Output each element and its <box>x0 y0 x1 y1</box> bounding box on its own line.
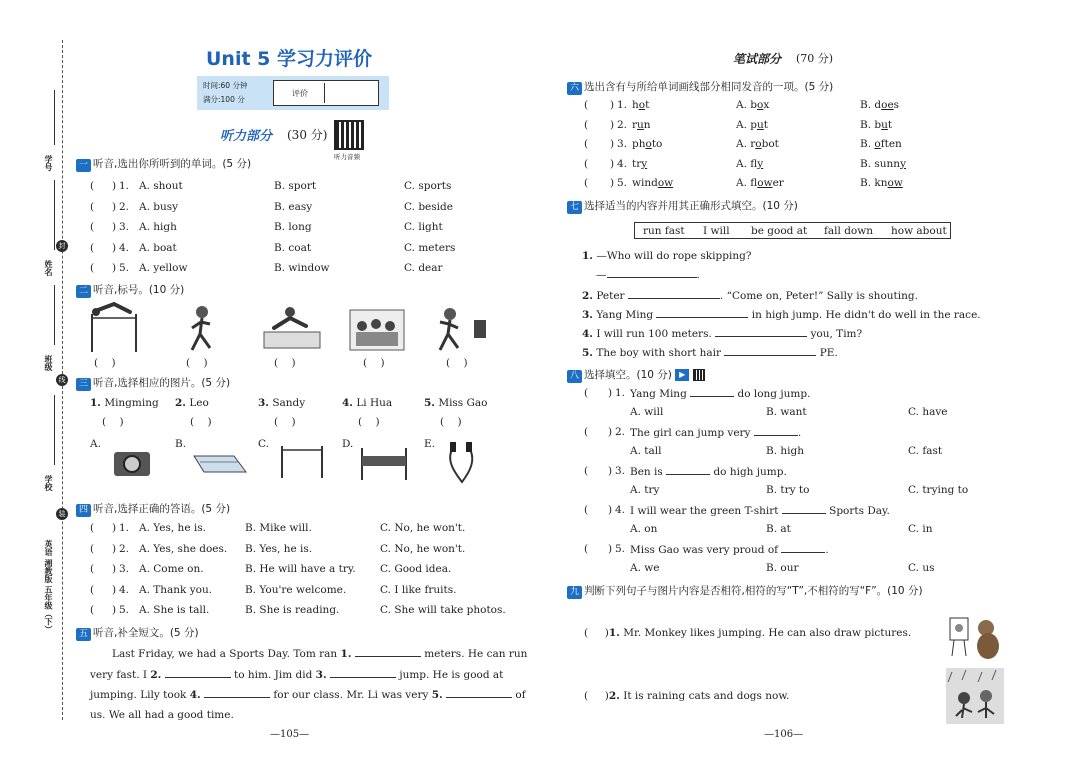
blank[interactable] <box>781 543 825 553</box>
high-jump-picture <box>92 304 136 352</box>
section-badge: 六 <box>567 82 582 95</box>
section-badge: 四 <box>76 504 91 517</box>
question-4: 4. I will run 100 meters. you, Tim? <box>582 328 863 340</box>
word-option: run fast <box>643 225 685 237</box>
list-item: ( ) 3. photo A. robot B. often <box>584 138 902 150</box>
seal-mark: 装 <box>56 508 68 520</box>
page-number: —105— <box>270 729 310 740</box>
option-a[interactable]: A. high <box>139 221 177 233</box>
option-c[interactable]: C. dear <box>404 262 443 274</box>
class-blank <box>54 285 55 345</box>
passage-line: jumping. Lily took 4. for our class. Mr. Li was very 5. of <box>90 689 526 701</box>
list-item: ( ) 5. window A. flower B. know <box>584 177 903 189</box>
school-label: 学校 <box>44 475 53 491</box>
option-a[interactable]: A. flower <box>736 177 784 189</box>
blank[interactable] <box>656 308 748 318</box>
option-b[interactable]: B. at <box>766 523 791 535</box>
passage-line: us. We all had a good time. <box>90 709 234 721</box>
section-8-heading <box>567 367 705 383</box>
section-badge: 一 <box>76 159 91 172</box>
option-c[interactable]: C. meters <box>404 241 456 254</box>
divider <box>324 83 325 103</box>
blank[interactable] <box>446 688 512 698</box>
list-item: ( ) 1. A. shout B. sport C. sports <box>90 180 452 192</box>
section-badge: 七 <box>567 201 582 214</box>
given-word: run <box>632 118 651 131</box>
section-badge: 九 <box>567 586 582 599</box>
section-6-items <box>584 99 924 197</box>
option-b[interactable]: B. coat <box>274 241 312 254</box>
play-video-icon[interactable]: ▶ <box>675 369 689 381</box>
list-item: ( ) 4. A. boat B. coat C. meters <box>90 241 456 254</box>
option-b[interactable]: B. want <box>766 406 807 418</box>
section-2-heading <box>76 282 184 298</box>
seal-mark: 封 <box>56 240 68 252</box>
name-blank <box>54 180 55 250</box>
word-box <box>634 222 951 239</box>
section-instruction: 选出含有与所给单词画线部分相同发音的一项。(5 分) <box>584 81 834 93</box>
option-b[interactable]: B. window <box>274 262 330 274</box>
blank[interactable] <box>204 688 270 698</box>
name-label: 姓名 <box>44 260 53 276</box>
passage-line: very fast. I 2. to him. Jim did 3. jump. He is good at <box>90 669 504 681</box>
option-c[interactable]: C. Good idea. <box>380 563 452 575</box>
option-c[interactable]: C. have <box>908 406 948 418</box>
option-b[interactable]: B. our <box>766 562 799 574</box>
list-item: ( ) 2. run A. put B. but <box>584 118 893 131</box>
long-jump-picture <box>264 307 320 348</box>
section-7-heading <box>567 198 798 214</box>
listening-score: (30 分) <box>287 128 328 142</box>
option-c[interactable]: C. I like fruits. <box>380 583 457 596</box>
blank[interactable] <box>715 327 807 337</box>
list-item: ( ) 5. A. She is tall. B. She is reading. C. She will take photos. <box>90 604 506 616</box>
section-3-pictures <box>110 440 510 486</box>
list-item: ( ) 1. hot A. box B. does <box>584 99 900 111</box>
section-4-items <box>90 522 510 625</box>
option-c[interactable]: C. light <box>404 221 443 233</box>
running-boy-picture <box>192 306 210 350</box>
option-a[interactable]: A. shout <box>139 180 183 192</box>
answer-bracket[interactable]: ( ) <box>102 416 124 428</box>
passage-line: Last Friday, we had a Sports Day. Tom ran 1. meters. He can run <box>112 648 528 660</box>
option-b[interactable]: B. does <box>860 99 900 111</box>
option-c[interactable]: C. No, he won't. <box>380 522 466 534</box>
time-info: 时间:60 分钟 <box>203 81 248 90</box>
person-item: 2. Leo <box>175 397 209 409</box>
option-a[interactable]: A. tall <box>630 445 662 457</box>
blank[interactable] <box>165 668 231 678</box>
section-instruction: 听音,补全短文。(5 分) <box>93 627 199 639</box>
option-c[interactable]: C. fast <box>908 445 943 457</box>
section-6-heading <box>567 79 833 95</box>
option-c[interactable]: C. us <box>908 562 935 574</box>
person-item: 4. Li Hua <box>342 397 393 409</box>
list-item: ( ) 4. A. Thank you. B. You're welcome. C. I like fruits. <box>90 583 457 596</box>
section-badge: 三 <box>76 378 91 391</box>
option-a[interactable]: A. Yes, he is. <box>139 522 206 534</box>
word-option: I will <box>703 225 730 237</box>
option-b[interactable]: B. easy <box>274 200 313 213</box>
question-3: 3. Yang Ming in high jump. He didn't do well in the race. <box>582 309 981 321</box>
option-c[interactable]: C. sports <box>404 180 452 192</box>
qr-code-icon <box>693 369 705 381</box>
rain-picture <box>946 668 1004 724</box>
seal-mark: 线 <box>56 374 68 386</box>
section-9-heading <box>567 583 923 599</box>
list-item: ( ) 3. Ben is do high jump. A. try B. try to C. trying to <box>584 465 969 496</box>
jump-rope-icon <box>450 442 472 482</box>
option-b[interactable]: B. but <box>860 118 893 131</box>
qr-label: 听力音频 <box>334 153 360 161</box>
option-a[interactable]: A. box <box>736 99 770 111</box>
blank[interactable] <box>330 668 396 678</box>
answer-bracket[interactable]: ( ) <box>274 357 296 369</box>
answer-bracket[interactable]: ( ) <box>186 357 208 369</box>
answer-bracket[interactable]: ( ) <box>584 627 609 639</box>
option-a[interactable]: A. will <box>630 406 664 418</box>
list-item: ( )2. It is raining cats and dogs now. <box>584 690 790 702</box>
list-item: ( ) 4. I will wear the green T-shirt Sports Day. A. on B. at C. in <box>584 504 933 535</box>
high-jump-bar-icon <box>282 446 322 478</box>
list-item: ( ) 1. Yang Ming do long jump. A. will B. want C. have <box>584 387 948 418</box>
qr-code-icon <box>334 120 364 150</box>
option-a[interactable]: A. Yes, she does. <box>139 542 228 555</box>
option-b[interactable]: B. Mike will. <box>245 522 312 534</box>
person-item: 1. Mingming <box>90 397 159 409</box>
finish-line-icon <box>362 448 406 480</box>
option-a[interactable]: A. robot <box>736 138 779 150</box>
section-badge: 二 <box>76 285 91 298</box>
section-badge: 八 <box>567 370 582 383</box>
section-4-heading <box>76 501 230 517</box>
given-word: try <box>632 157 648 170</box>
option-b[interactable]: B. He will have a try. <box>245 563 356 575</box>
section-instruction: 选择适当的内容并用其正确形式填空。(10 分) <box>584 200 798 212</box>
question-5: 5. The boy with short hair PE. <box>582 347 838 359</box>
option-a[interactable]: A. try <box>630 484 660 496</box>
blank[interactable] <box>690 387 734 397</box>
eval-label: 评价 <box>292 89 308 98</box>
option-a[interactable]: A. She is tall. <box>139 604 210 616</box>
option-a[interactable]: A. fly <box>736 157 764 170</box>
number-blank <box>54 90 55 145</box>
section-instruction: 选择填空。(10 分) <box>584 369 672 381</box>
written-score: (70 分) <box>796 52 834 65</box>
option-a[interactable]: A. boat <box>139 241 177 254</box>
section-badge: 五 <box>76 628 91 641</box>
person-item: 3. Sandy <box>258 397 306 409</box>
option-b[interactable]: B. sunny <box>860 157 907 170</box>
option-a[interactable]: A. put <box>736 118 768 131</box>
list-item: ( ) 1. A. Yes, he is. B. Mike will. C. No, he won't. <box>90 522 466 534</box>
crowd-picture <box>350 310 404 350</box>
answer-bracket[interactable]: ( ) <box>274 416 296 428</box>
option-a[interactable]: A. yellow <box>139 262 188 274</box>
info-box <box>197 76 389 110</box>
word-option: be good at <box>751 225 808 237</box>
answer-bracket[interactable]: ( ) <box>440 416 462 428</box>
option-c[interactable]: C. trying to <box>908 484 969 496</box>
option-a[interactable]: A. on <box>630 523 658 535</box>
section-instruction: 听音,选择正确的答语。(5 分) <box>93 503 231 515</box>
option-b[interactable]: B. Yes, he is. <box>245 542 313 555</box>
answer-bracket[interactable]: ( ) <box>358 416 380 428</box>
runner-finish-picture <box>440 308 486 350</box>
list-item: ( ) 2. A. Yes, she does. B. Yes, he is. C. No, he won't. <box>90 542 466 555</box>
camera-icon <box>114 452 150 476</box>
list-item: ( ) 3. A. Come on. B. He will have a try. C. Good idea. <box>90 563 452 575</box>
blank[interactable] <box>782 504 826 514</box>
option-b[interactable]: B. high <box>766 445 804 457</box>
section-instruction: 听音,标号。(10 分) <box>93 284 185 296</box>
swimming-pool-icon <box>194 456 246 472</box>
section-1-heading <box>76 156 251 172</box>
given-word: photo <box>632 138 663 150</box>
option-c[interactable]: C. No, he won't. <box>380 542 466 555</box>
option-b[interactable]: B. try to <box>766 484 810 496</box>
score-info: 满分:100 分 <box>203 95 245 104</box>
option-c[interactable]: C. beside <box>404 200 453 213</box>
option-a[interactable]: A. busy <box>139 200 179 213</box>
person-item: 5. Miss Gao <box>424 397 488 409</box>
given-word: window <box>632 177 674 189</box>
blank[interactable] <box>355 647 421 657</box>
list-item: ( )1. Mr. Monkey likes jumping. He can also draw pictures. <box>584 627 912 639</box>
section-8-items <box>584 387 984 582</box>
answer-bracket[interactable]: ( ) <box>446 357 468 369</box>
blank[interactable] <box>724 346 816 356</box>
page-number: —106— <box>764 729 804 740</box>
given-word: hot <box>632 99 650 111</box>
written-heading: 笔试部分 <box>733 52 782 66</box>
answer-bracket[interactable]: ( ) <box>94 357 116 369</box>
option-b[interactable]: B. know <box>860 177 903 189</box>
eval-box <box>273 80 379 106</box>
answer-bracket[interactable]: ( ) <box>363 357 385 369</box>
word-option: how about <box>891 225 947 237</box>
blank[interactable] <box>754 426 798 436</box>
section-instruction: 听音,选择相应的图片。(5 分) <box>93 377 231 389</box>
option-a[interactable]: A. Thank you. <box>139 583 213 596</box>
option-b[interactable]: B. long <box>274 221 312 233</box>
answer-bracket[interactable]: ( ) <box>584 690 609 702</box>
list-item: ( ) 2. The girl can jump very . A. tall B. high C. fast <box>584 426 943 457</box>
option-a[interactable]: A. we <box>630 562 660 574</box>
section-3-heading <box>76 375 230 391</box>
blank[interactable] <box>666 465 710 475</box>
option-b[interactable]: B. You're welcome. <box>245 583 347 596</box>
option-b[interactable]: B. sport <box>274 180 317 192</box>
option-b[interactable]: B. She is reading. <box>245 604 340 616</box>
word-option: fall down <box>824 225 873 237</box>
binding-margin <box>0 0 68 764</box>
option-c[interactable]: C. in <box>908 523 933 535</box>
section-instruction: 听音,选出你所听到的单词。(5 分) <box>93 158 252 170</box>
book-label: 英语 湘教版 五年级（下） <box>44 540 53 634</box>
page-title: Unit 5 学习力评价 <box>206 48 372 70</box>
answer-bracket[interactable]: ( ) <box>190 416 212 428</box>
list-item: ( ) 3. A. high B. long C. light <box>90 221 443 233</box>
section-1-items <box>90 180 490 283</box>
option-b[interactable]: B. often <box>860 138 902 150</box>
option-a[interactable]: A. Come on. <box>139 563 204 575</box>
number-label: 学号 <box>44 155 53 171</box>
section-instruction: 判断下列句子与图片内容是否相符,相符的写“T”,不相符的写“F”。(10 分) <box>584 585 923 597</box>
list-item: ( ) 5. Miss Gao was very proud of . A. we B. our C. us <box>584 543 935 574</box>
question-1: 1. —Who will do rope skipping? <box>582 250 752 262</box>
option-c[interactable]: C. She will take photos. <box>380 604 506 616</box>
list-item: ( ) 4. try A. fly B. sunny <box>584 157 907 170</box>
school-blank <box>54 395 55 465</box>
list-item: ( ) 5. A. yellow B. window C. dear <box>90 262 443 274</box>
answer-line: — . <box>596 269 700 281</box>
list-item: ( ) 2. A. busy B. easy C. beside <box>90 200 453 213</box>
question-2: 2. Peter . “Come on, Peter!” Sally is shouting. <box>582 290 918 302</box>
blank[interactable] <box>607 268 697 278</box>
section-5-heading <box>76 625 199 641</box>
class-label: 班级 <box>44 355 53 371</box>
blank[interactable] <box>628 289 720 299</box>
listening-heading: 听力部分 <box>220 129 273 144</box>
monkey-drawing-picture <box>946 612 1006 662</box>
